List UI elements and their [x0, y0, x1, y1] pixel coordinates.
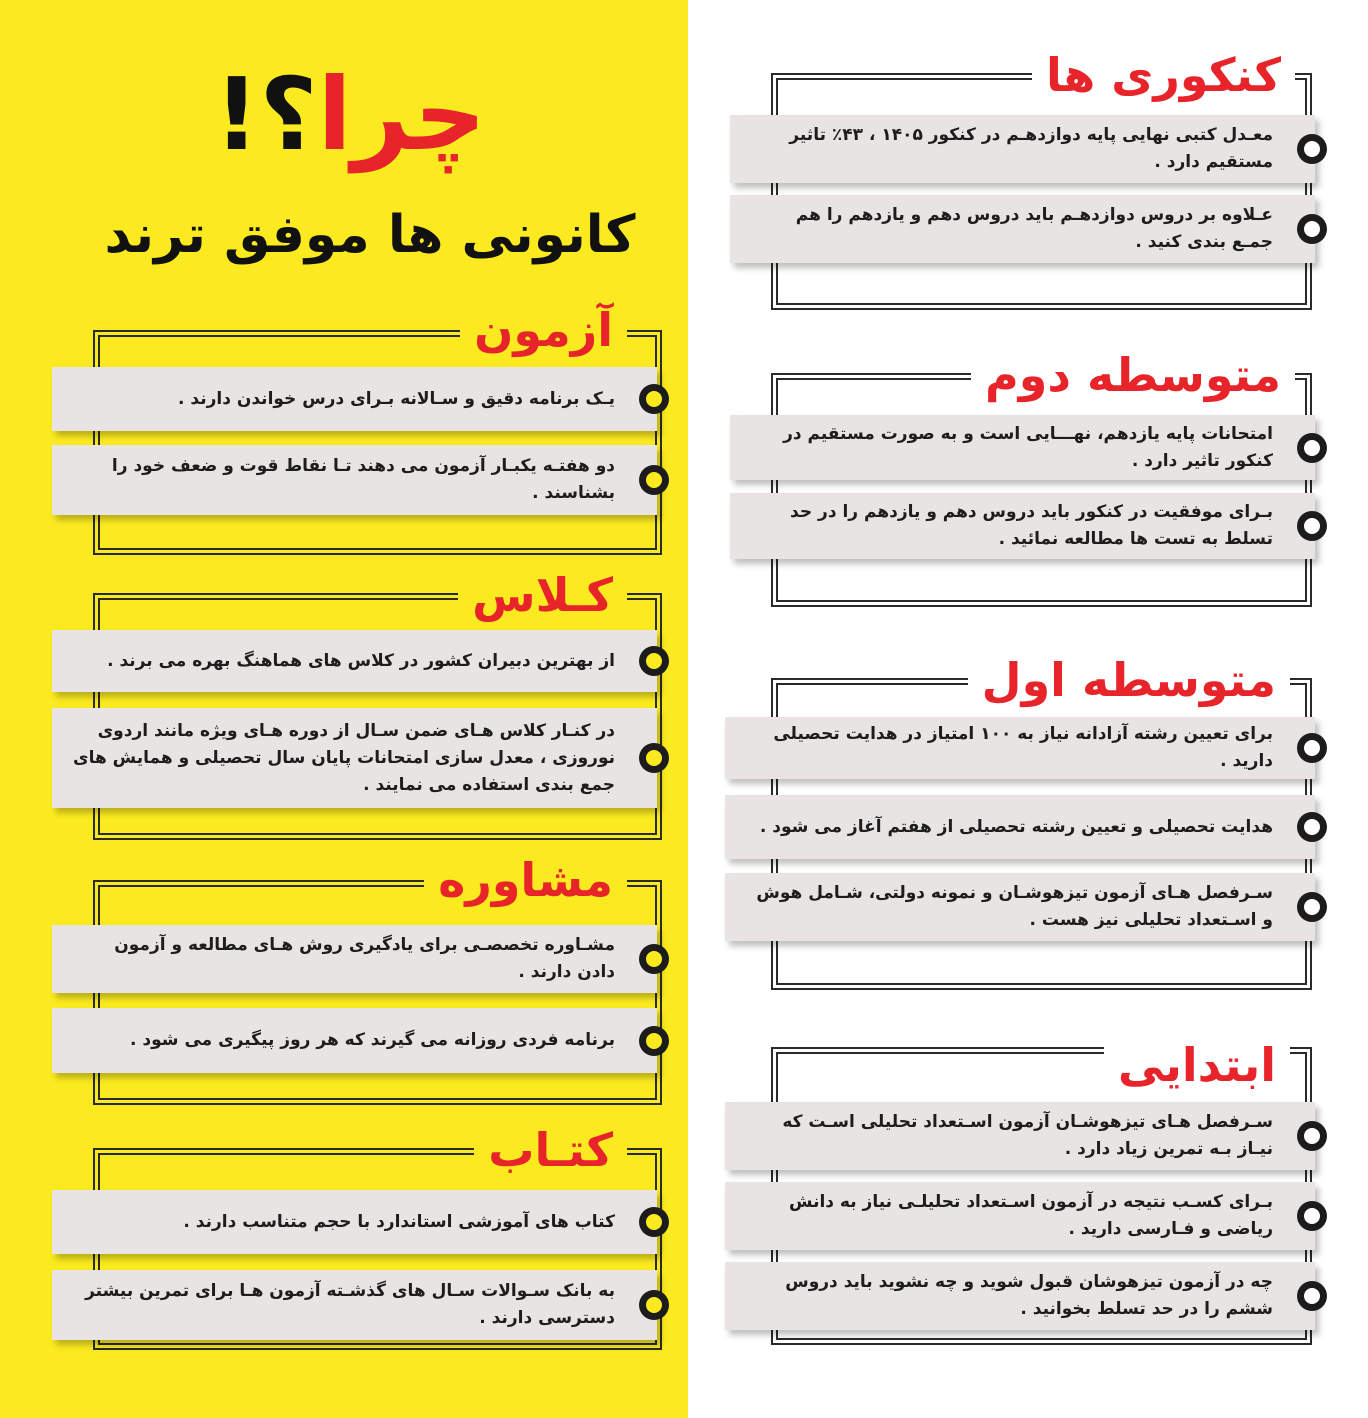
section-motevasete-aval — [725, 645, 1315, 985]
info-card-text: در کنـار کلاس هـای ضمن سـال از دوره هـای ویژه مانند اردوی نوروزی ، معدل سازی امتحانات پایان سال تحصیلی و همایش های جمع بندی استفاده می نمایند . — [73, 720, 615, 795]
headline-why-marks: ؟! — [213, 56, 318, 173]
bullet-icon — [639, 743, 669, 773]
section-ebtedaee — [725, 1030, 1315, 1340]
info-card-text: به بانک سـوالات سـال های گذشـته آزمون هـا برای تمرین بیشتر دسترسی دارند . — [85, 1281, 615, 1328]
bullet-icon — [1297, 511, 1327, 541]
bullet-icon — [1297, 1201, 1327, 1231]
info-card — [52, 708, 657, 808]
info-card-text: کتاب های آموزشی استاندارد با حجم متناسب دارند . — [183, 1211, 615, 1232]
info-card — [730, 493, 1315, 559]
bullet-icon — [1297, 433, 1327, 463]
info-card — [52, 1008, 657, 1073]
headline-why-word: چرا — [317, 56, 487, 173]
info-card-text: برنامه فردی روزانه می گیرند که هر روز پیگیری می شود . — [130, 1030, 615, 1050]
info-card-text: از بهترین دبیران کشور در کلاس های هماهنگ بهره می برند . — [107, 650, 615, 671]
section-konkoori — [730, 40, 1315, 305]
info-card — [52, 630, 657, 692]
section-title: آزمون — [460, 295, 627, 365]
info-card-text: هدایت تحصیلی و تعیین رشته تحصیلی از هفتم آغاز می شود . — [759, 816, 1273, 837]
section-title: کنکوری ها — [1032, 40, 1295, 110]
info-card — [725, 795, 1315, 859]
section-ketab — [52, 1115, 657, 1345]
info-card-text: چه در آزمون تیزهوشان قبول شوید و چه نشوید باید دروس ششم را در حد تسلط بخوانید . — [785, 1272, 1273, 1319]
bullet-icon — [639, 1290, 669, 1320]
bullet-icon — [1297, 214, 1327, 244]
info-card — [730, 415, 1315, 480]
info-card-text: سـرفصل هـای آزمون تیزهوشـان و نمونه دولتی، شـامل هوش و اسـتعداد تحلیلی نیز هست . — [756, 883, 1273, 930]
info-card — [725, 1182, 1315, 1250]
bullet-icon — [639, 465, 669, 495]
info-card-text: عـلاوه بر دروس دوازدهـم باید دروس دهم و یازدهم را هم جمـع بندی کنید . — [795, 205, 1273, 252]
bullet-icon — [1297, 1281, 1327, 1311]
bullet-icon — [1297, 892, 1327, 922]
headline-subtitle: کانونی ها موفق ترند — [104, 205, 636, 265]
section-title: مشاوره — [424, 845, 627, 915]
bullet-icon — [639, 1207, 669, 1237]
info-card-text: امتحانات پایه یازدهم، نهـــایی است و به صورت مستقیم در کنکور تاثیر دارد . — [783, 423, 1273, 471]
section-frame — [776, 378, 1307, 602]
info-card-text: برای تعیین رشته آزادانه نیاز به ۱۰۰ امتیاز در هدایت تحصیلی دارید . — [773, 724, 1273, 771]
info-card-text: بـرای کسـب نتیجه در آزمون اسـتعداد تحلیلـی نیاز به دانش ریاضی و فـارسی دارید . — [789, 1192, 1273, 1239]
info-card — [52, 1190, 657, 1254]
section-title: ابتدایی — [1104, 1030, 1290, 1100]
info-card-text: معـدل کتبی نهایی پایه دوازدهـم در کنکور ۱۴۰۵ ، ۴۳٪ تاثیر مستقیم دارد . — [789, 125, 1273, 172]
bullet-icon — [639, 944, 669, 974]
info-card — [725, 1262, 1315, 1330]
bullet-icon — [639, 1026, 669, 1056]
info-card-text: مشـاوره تخصصـی برای یادگیری روش هـای مطالعه و آزمون دادن دارند . — [114, 935, 615, 982]
info-card — [52, 1270, 657, 1340]
bullet-icon — [1297, 733, 1327, 763]
info-card-text: سـرفصل هـای تیزهوشـان آزمون اسـتعداد تحلیلی اسـت که نیـاز بـه تمرین زیاد دارد . — [782, 1112, 1273, 1159]
info-card — [725, 717, 1315, 779]
bullet-icon — [639, 646, 669, 676]
bullet-icon — [1297, 812, 1327, 842]
section-moshavere — [52, 845, 657, 1100]
headline-why — [180, 55, 520, 175]
info-card — [730, 115, 1315, 183]
info-card — [52, 367, 657, 431]
section-title: متوسطه دوم — [971, 340, 1295, 410]
info-card — [52, 445, 657, 515]
bullet-icon — [1297, 134, 1327, 164]
section-motevasete-dovom — [730, 340, 1315, 602]
section-frame — [776, 78, 1307, 305]
info-card — [725, 873, 1315, 941]
section-title: کـلاس — [458, 560, 627, 630]
section-azmoon — [52, 295, 657, 550]
info-card-text: دو هفتـه یکبـار آزمون می دهند تـا نقاط قوت و ضعف خود را بشناسند . — [111, 456, 615, 503]
info-card-text: بـرای موفقیت در کنکور باید دروس دهم و یازدهم را در حد تسلط به تست ها مطالعه نمائید . — [790, 502, 1273, 549]
info-card-text: یـک برنامه دقیق و سـالانه بـرای درس خواندن دارند . — [178, 388, 615, 409]
info-card — [52, 925, 657, 993]
bullet-icon — [639, 384, 669, 414]
section-class — [52, 560, 657, 835]
info-card — [730, 195, 1315, 263]
section-title: متوسطه اول — [968, 645, 1290, 715]
bullet-icon — [1297, 1121, 1327, 1151]
section-title: کتـاب — [474, 1115, 627, 1185]
info-card — [725, 1102, 1315, 1170]
